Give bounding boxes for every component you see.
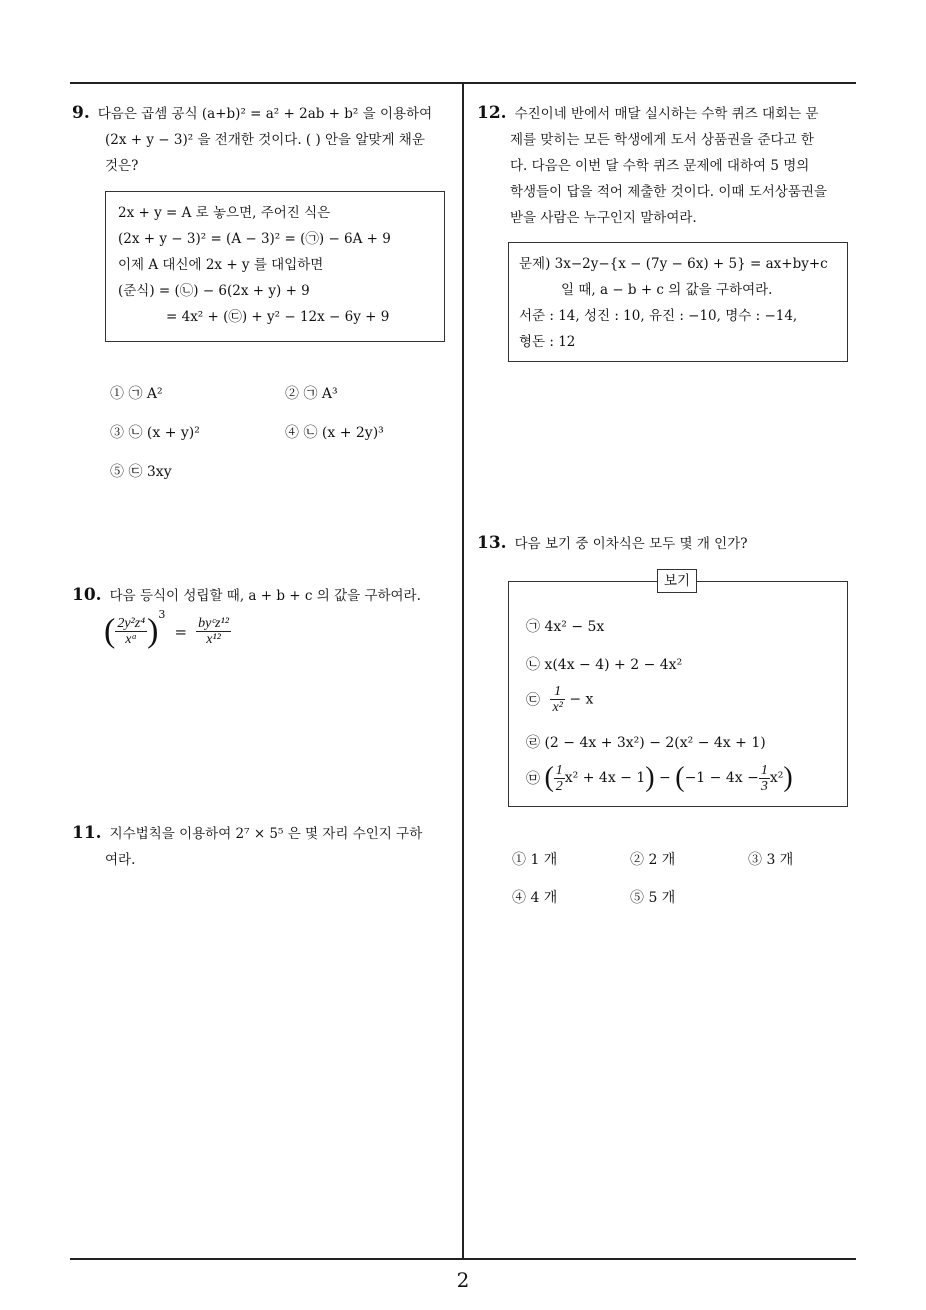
- answer-option-1[interactable]: ① 1 개: [512, 852, 558, 868]
- question-text-line: 여라.: [105, 852, 136, 868]
- box-line: 이제 A 대신에 2x + y 를 대입하면: [118, 257, 324, 273]
- box-line: (2x + y − 3)² = (A − 3)² = (㉠) − 6A + 9: [118, 231, 391, 247]
- question-number: 13.: [477, 533, 507, 553]
- box-line: (준식) = (㉡) − 6(2x + y) + 9: [118, 283, 310, 299]
- explanation-box: [105, 191, 445, 342]
- question-text-line: 받을 사람은 누구인지 말하여라.: [510, 210, 697, 226]
- fraction-numerator: 1: [555, 762, 563, 778]
- question-number: 12.: [477, 103, 507, 123]
- column-divider: [462, 82, 464, 1259]
- equation: ( $\frac{\text{2y²z⁴}}{\text{xᵃ}}$ )$^3$ = $\frac{\text{byᶜz¹²}}{\text{x¹²}}$: [104, 608, 229, 650]
- question-number: 10.: [72, 585, 102, 605]
- question-text: 다음 보기 중 이차식은 모두 몇 개 인가?: [514, 536, 748, 552]
- fraction-numerator: 1: [760, 762, 768, 778]
- fraction-denominator: x²: [552, 700, 563, 715]
- box-line: = 4x² + (㉢) + y² − 12x − 6y + 9: [166, 309, 390, 325]
- fraction-denominator: xᵃ: [125, 632, 138, 647]
- question-number: 9.: [72, 103, 90, 123]
- box-line: 형돈 : 12: [519, 334, 576, 350]
- answer-option-2[interactable]: ② 2 개: [630, 852, 676, 868]
- answer-option-5[interactable]: ⑤ 5 개: [630, 890, 676, 906]
- answer-option-3[interactable]: ③ 3 개: [748, 852, 794, 868]
- question-text-line: 것은?: [105, 158, 139, 174]
- expression-text: x² + 4x − 1: [564, 770, 646, 786]
- fraction-numerator: 1: [550, 684, 564, 700]
- expression-text: −1 − 4x −: [684, 770, 759, 786]
- question-9: [72, 100, 457, 179]
- problem-box: [508, 242, 848, 362]
- expression-text: − x: [569, 691, 594, 708]
- fraction-numerator: byᶜz¹²: [198, 616, 229, 631]
- question-text-line: 지수법칙을 이용하여 2⁷ × 5⁵ 은 몇 자리 수인지 구하: [109, 826, 423, 842]
- expression-text: −: [659, 770, 671, 786]
- bogi-label: 보기: [657, 569, 697, 593]
- item-mark: ㉤: [526, 771, 540, 787]
- answer-option-4[interactable]: ④ ㉡ (x + 2y)³: [285, 425, 384, 441]
- answer-option-3[interactable]: ③ ㉡ (x + y)²: [110, 425, 200, 441]
- box-line: 2x + y = A 로 놓으면, 주어진 식은: [118, 205, 331, 221]
- bogi-item: ㉣ (2 − 4x + 3x²) − 2(x² − 4x + 1): [526, 735, 766, 751]
- item-mark: ㉢: [526, 692, 540, 709]
- fraction-denominator: 2: [555, 778, 563, 794]
- page-number: 2: [456, 1268, 470, 1292]
- question-text: 다음 등식이 성립할 때, a + b + c 의 값을 구하여라.: [109, 588, 421, 604]
- box-line: 문제) 3x−2y−{x − (7y − 6x) + 5} = ax+by+c: [519, 256, 828, 272]
- exponent: 3: [158, 608, 166, 621]
- expression-text: x²: [769, 770, 784, 786]
- box-line: 서준 : 14, 성진 : 10, 유진 : −10, 명수 : −14,: [519, 308, 798, 324]
- question-text-line: 수진이네 반에서 매달 실시하는 수학 퀴즈 대회는 문: [514, 106, 819, 122]
- fraction-denominator: x¹²: [206, 632, 221, 647]
- answer-option-1[interactable]: ① ㉠ A²: [110, 386, 163, 402]
- answer-option-4[interactable]: ④ 4 개: [512, 890, 558, 906]
- question-text-line: 다음은 곱셈 공식 (a+b)² = a² + 2ab + b² 을 이용하여: [97, 106, 433, 122]
- bottom-rule: [70, 1258, 856, 1260]
- box-line: 일 때, a − b + c 의 값을 구하여라.: [561, 282, 773, 298]
- question-10: [72, 582, 457, 609]
- bogi-item: ㉠ 4x² − 5x: [526, 619, 605, 635]
- question-text-line: 학생들이 답을 적어 제출한 것이다. 이때 도서상품권을: [510, 184, 827, 200]
- question-text-line: (2x + y − 3)² 을 전개한 것이다. ( ) 안을 알맞게 채운: [105, 132, 425, 148]
- question-number: 11.: [72, 823, 102, 843]
- bogi-item-complex: ㉤ ( $\frac{1}{2}$ x² + 4x − 1) − (−1 − 4x − $\frac{1}{3}$ x²): [526, 762, 793, 794]
- question-11: [72, 820, 457, 873]
- question-13: [477, 530, 862, 557]
- answer-option-2[interactable]: ② ㉠ A³: [285, 386, 338, 402]
- bogi-item-fraction: [526, 684, 593, 715]
- question-text-line: 다. 다음은 이번 달 수학 퀴즈 문제에 대하여 5 명의: [510, 158, 810, 174]
- answer-option-5[interactable]: ⑤ ㉢ 3xy: [110, 464, 172, 480]
- question-text-line: 제를 맞히는 모든 학생에게 도서 상품권을 준다고 한: [510, 132, 814, 148]
- fraction-denominator: 3: [760, 778, 768, 794]
- bogi-item: ㉡ x(4x − 4) + 2 − 4x²: [526, 657, 683, 673]
- fraction-numerator: 2y²z⁴: [117, 616, 146, 631]
- question-12: [477, 100, 862, 231]
